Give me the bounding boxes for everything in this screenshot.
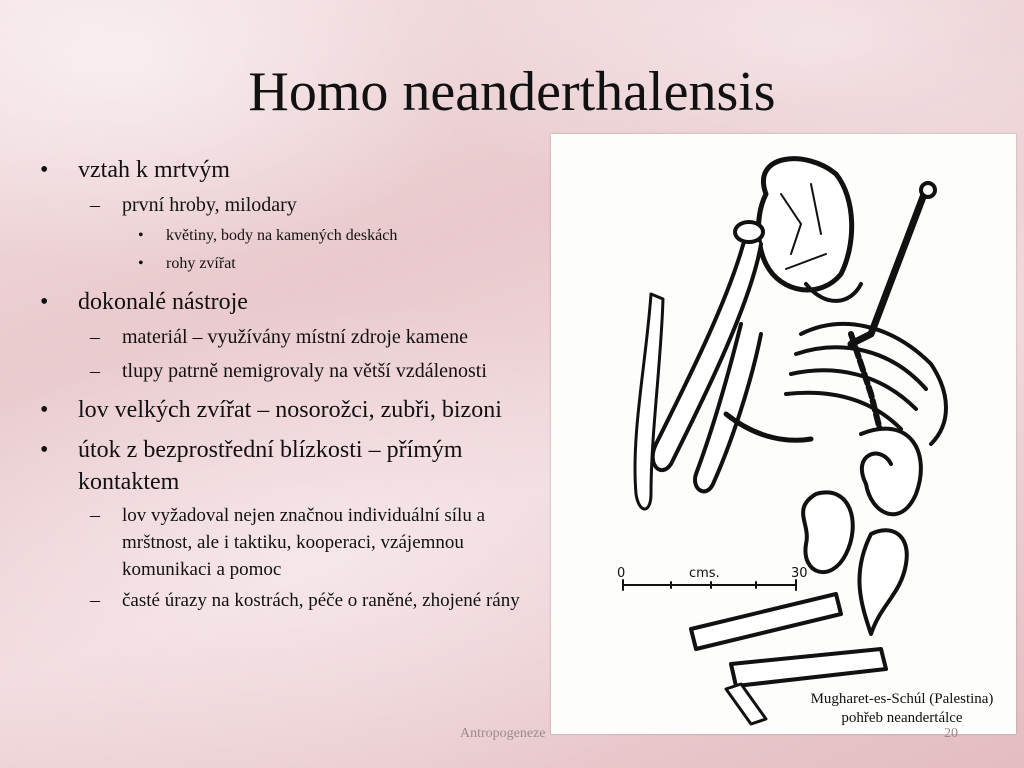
dash-marker: –	[90, 326, 100, 348]
forearm-bone	[635, 294, 663, 509]
dash-marker: –	[90, 360, 100, 382]
sub-bullet-text: materiál – využívány místní zdroje kamene	[122, 326, 468, 348]
bullet-item	[34, 394, 534, 426]
dash-marker: –	[90, 504, 100, 526]
page-number: 20	[944, 726, 958, 741]
bullet-text: lov velkých zvířat – nosorožci, zubři, bizoni	[78, 397, 502, 423]
footer-title: Antropogeneze	[460, 726, 546, 741]
burial-skeleton-figure	[551, 134, 1016, 734]
sub-marker: •	[138, 255, 144, 272]
sub-sub-bullet-item	[34, 252, 534, 276]
lower-leg-bone-2	[731, 649, 886, 686]
scale-end-label: 30	[791, 566, 808, 581]
skull-shape	[759, 159, 852, 290]
sub-bullet-item	[34, 587, 534, 614]
sub-bullet-item	[34, 502, 534, 583]
bullet-text: dokonalé nástroje	[78, 289, 248, 315]
scale-unit-label: cms.	[689, 566, 720, 581]
sub-bullet-text: první hroby, milodary	[122, 194, 297, 216]
right-arm-bone	[851, 189, 926, 344]
bullet-marker: •	[40, 437, 49, 463]
bullet-text: vztah k mrtvým	[78, 157, 230, 183]
hip-bone	[803, 492, 853, 572]
sub-bullet-item	[34, 356, 534, 386]
dash-marker: –	[90, 194, 100, 216]
bullet-item	[34, 154, 534, 186]
sub-marker: •	[138, 227, 144, 244]
bullet-item	[34, 434, 534, 498]
sub-sub-bullet-item	[34, 224, 534, 248]
bone-joint	[921, 183, 935, 197]
sub-bullet-item	[34, 190, 534, 220]
sub-bullet-text: tlupy patrně nemigrovaly na větší vzdálenosti	[122, 360, 487, 382]
bullet-marker: •	[40, 289, 49, 315]
figure-caption	[802, 690, 1002, 728]
sub-bullet-text: časté úrazy na kostrách, péče o raněné, zhojené rány	[122, 590, 520, 611]
lower-leg-bone-1	[691, 594, 841, 649]
dash-marker: –	[90, 589, 100, 611]
sub-bullet-item	[34, 322, 534, 352]
bullet-text: útok z bezprostřední blízkosti – přímým kontaktem	[78, 437, 463, 495]
sub-bullet-text: lov vyžadoval nejen značnou individuální sílu a mrštnost, ale i taktiku, kooperaci, vzájemnou komunikaci a pomoc	[122, 505, 486, 580]
bullet-marker: •	[40, 397, 49, 423]
bone-end	[735, 222, 763, 242]
bullet-item	[34, 286, 534, 318]
slide-title: Homo neanderthalensis	[248, 61, 776, 123]
bullet-list	[34, 148, 534, 614]
sub-sub-bullet-text: květiny, body na kamených deskách	[166, 227, 398, 244]
lower-vertebrae	[859, 530, 906, 634]
scale-start-label: 0	[617, 566, 626, 581]
caption-line-2: pohřeb neandertálce	[841, 710, 963, 726]
foot-bone	[726, 684, 766, 724]
caption-line-1: Mugharet-es-Schúl (Palestina)	[810, 691, 994, 707]
sub-sub-bullet-text: rohy zvířat	[166, 255, 236, 272]
bullet-marker: •	[40, 157, 49, 183]
skeleton-drawing	[551, 134, 1016, 734]
pelvis	[861, 429, 921, 515]
